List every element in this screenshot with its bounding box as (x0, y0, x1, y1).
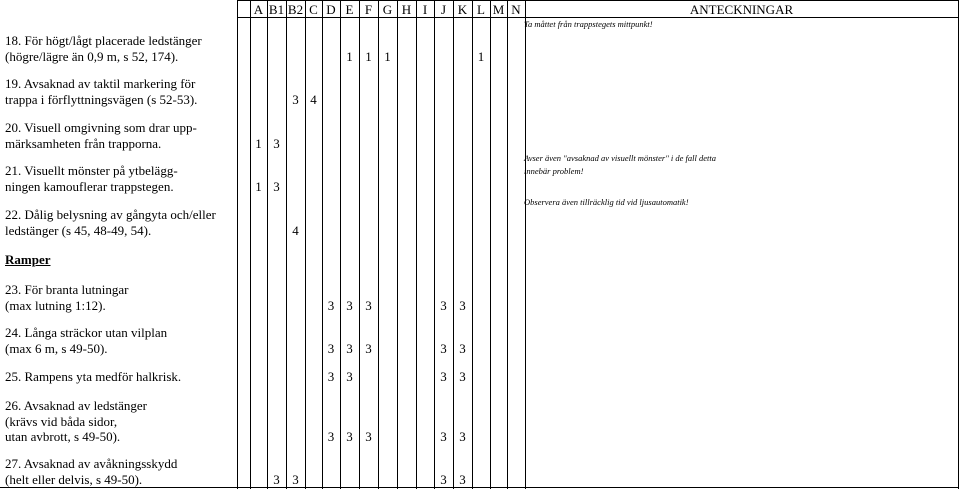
grid-vertical-line (237, 0, 238, 489)
score-cell-b1: 3 (273, 135, 280, 151)
score-cell-k: 3 (459, 471, 466, 487)
column-header-e: E (345, 2, 354, 17)
grid-vertical-line (472, 0, 473, 489)
column-header-n: N (511, 2, 521, 17)
column-header-i: I (422, 2, 428, 17)
score-cell-a: 1 (255, 178, 262, 194)
note-n1: Ta måttet från trappstegets mittpunkt! (524, 19, 653, 29)
column-header-f: F (364, 2, 373, 17)
column-header-h: H (401, 2, 412, 17)
score-cell-k: 3 (459, 429, 466, 444)
grid-vertical-line (490, 0, 491, 489)
score-cell-k: 3 (459, 340, 466, 356)
grid-vertical-line (359, 0, 360, 489)
grid-vertical-line (958, 0, 959, 489)
grid-vertical-line (267, 0, 268, 489)
grid-horizontal-line (237, 0, 958, 1)
question-r22: 22. Dålig belysning av gångyta och/eller ledstänger (s 45, 48-49, 54). (5, 207, 216, 238)
note-n2: Avser även "avsaknad av visuellt mönster" i de fall detta innebär problem! (524, 153, 716, 176)
score-cell-j: 3 (440, 471, 447, 487)
notes-header: ANTECKNINGAR (689, 2, 794, 17)
question-r23: 23. För branta lutningar (max lutning 1:12). (5, 282, 129, 313)
score-cell-k: 3 (459, 369, 466, 384)
grid-vertical-line (286, 0, 287, 489)
section-heading-ramper: Ramper (5, 252, 51, 267)
note-n3: Observera även tillräcklig tid vid ljusautomatik! (524, 197, 689, 207)
score-cell-e: 3 (346, 369, 353, 384)
grid-vertical-line (340, 0, 341, 489)
score-cell-g: 1 (384, 48, 391, 64)
score-cell-j: 3 (440, 340, 447, 356)
question-r26: 26. Avsaknad av ledstänger (krävs vid båda sidor, utan avbrott, s 49-50). (5, 398, 147, 444)
grid-vertical-line (378, 0, 379, 489)
score-cell-b2: 4 (292, 222, 299, 238)
score-cell-f: 3 (365, 340, 372, 356)
question-r24: 24. Långa sträckor utan vilplan (max 6 m, s 49-50). (5, 325, 168, 356)
grid-vertical-line (397, 0, 398, 489)
grid-vertical-line (507, 0, 508, 489)
score-cell-l: 1 (477, 48, 485, 64)
grid-vertical-line (525, 0, 526, 489)
question-r21: 21. Visuellt mönster på ytbelägg- ningen kamouflerar trappstegen. (5, 163, 178, 194)
score-cell-k: 3 (459, 297, 466, 313)
score-cell-j: 3 (440, 297, 447, 313)
score-cell-f: 3 (365, 429, 372, 444)
column-header-b2: B2 (287, 2, 304, 17)
score-cell-c: 4 (310, 91, 317, 107)
score-cell-f: 3 (365, 297, 372, 313)
grid-vertical-line (305, 0, 306, 489)
score-cell-e: 3 (346, 429, 353, 444)
score-cell-j: 3 (440, 369, 447, 384)
score-cell-j: 3 (440, 429, 447, 444)
column-header-a: A (253, 2, 264, 17)
column-header-g: G (382, 2, 393, 17)
column-header-b1: B1 (268, 2, 285, 17)
score-cell-e: 1 (346, 48, 353, 64)
score-cell-f: 1 (365, 48, 372, 64)
score-cell-e: 3 (346, 297, 353, 313)
grid-vertical-line (434, 0, 435, 489)
score-cell-d: 3 (327, 429, 335, 444)
grid-vertical-line (250, 0, 251, 489)
score-cell-b1: 3 (273, 471, 280, 487)
score-cell-b2: 3 (292, 91, 299, 107)
column-header-c: C (309, 2, 318, 17)
column-header-d: D (326, 2, 336, 17)
grid-vertical-line (416, 0, 417, 489)
question-r25: 25. Rampens yta medför halkrisk. (5, 369, 182, 384)
score-cell-d: 3 (327, 297, 335, 313)
question-r27: 27. Avsaknad av avåkningsskydd (helt eller delvis, s 49-50). (5, 456, 178, 487)
grid-bottom-line (0, 487, 958, 488)
score-cell-b2: 3 (292, 471, 299, 487)
column-header-m: M (492, 2, 505, 17)
question-r20: 20. Visuell omgivning som drar upp- märksamheten från trapporna. (5, 120, 197, 151)
grid-vertical-line (453, 0, 454, 489)
column-header-j: J (440, 2, 447, 17)
score-cell-b1: 3 (273, 178, 280, 194)
score-cell-a: 1 (255, 135, 262, 151)
score-cell-d: 3 (327, 340, 335, 356)
score-cell-e: 3 (346, 340, 353, 356)
grid-vertical-line (322, 0, 323, 489)
column-header-l: L (477, 2, 485, 17)
question-r19: 19. Avsaknad av taktil markering för trappa i förflyttningsvägen (s 52-53). (5, 76, 198, 107)
score-cell-d: 3 (327, 369, 335, 384)
question-r18: 18. För högt/lågt placerade ledstänger (högre/lägre än 0,9 m, s 52, 174). (5, 33, 202, 64)
column-header-k: K (457, 2, 468, 17)
